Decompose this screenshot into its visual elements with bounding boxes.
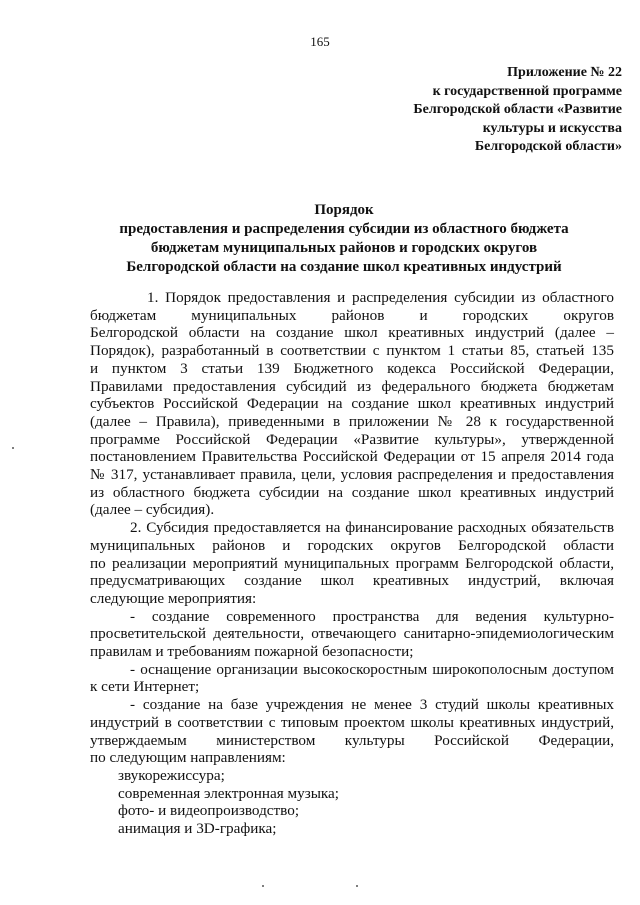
bullet-2-line: - оснащение организации высокоскоростным широкополосным доступом: [130, 660, 614, 678]
bullet-3-line: утверждаемым министерством культуры Российской Федерации,: [90, 731, 614, 749]
direction-item: звукорежиссура;: [118, 766, 225, 784]
scan-speck: [12, 447, 14, 449]
paragraph-2-line: муниципальных районов и городских округов Белгородской области: [90, 536, 614, 554]
title-line: предоставления и распределения субсидии из областного бюджета: [119, 221, 569, 237]
paragraph-2-line: предусматривающих создание школ креативных индустрий, включая: [90, 572, 614, 590]
paragraph-1-line: Белгородской области на создание школ креативных индустрий (далее –: [90, 324, 614, 342]
paragraph-1-line: 1. Порядок предоставления и распределения субсидии из областного: [147, 289, 614, 306]
paragraph-2-line: следующие мероприятия:: [90, 589, 257, 607]
scan-speck: [356, 885, 358, 887]
scan-speck: [262, 885, 264, 887]
paragraph-1-line: № 317, устанавливает правила, цели, условия распределения и предоставления: [90, 466, 614, 484]
bullet-3-line: индустрий в соответствии с типовым проектом школы креативных индустрий,: [90, 713, 614, 731]
appendix-line: Белгородской области «Развитие: [413, 102, 622, 117]
paragraph-1-line: Правилами предоставления субсидий из федерального бюджета бюджетам: [90, 377, 614, 395]
appendix-header: [392, 64, 622, 157]
appendix-line: культуры и искусства: [482, 120, 622, 136]
appendix-line: Приложение № 22: [507, 65, 622, 80]
direction-item: современная электронная музыка;: [118, 784, 340, 802]
paragraph-1-line: (далее – субсидия).: [90, 501, 215, 519]
title-line: бюджетам муниципальных районов и городских округов: [150, 240, 538, 256]
bullet-3-line: - создание на базе учреждения не менее 3 студий школы креативных: [130, 696, 614, 714]
paragraph-1-line: постановлением Правительства Российской Федерации от 15 апреля 2014 года: [90, 448, 614, 466]
bullet-1-line: - создание современного пространства для ведения культурно-: [130, 607, 614, 625]
title-heading: Порядок: [314, 202, 374, 218]
appendix-line: к государственной программе: [432, 83, 622, 99]
paragraph-2-line: 2. Субсидия предоставляется на финансирование расходных обязательств: [130, 519, 614, 537]
paragraph-1-line: и пунктом 3 статьи 139 Бюджетного кодекса Российской Федерации,: [90, 359, 614, 377]
title-line: Белгородской области на создание школ креативных индустрий: [126, 259, 562, 275]
page-number: 165: [310, 34, 330, 49]
paragraph-1-line: (далее – Правила), приведенными в приложении № 28 к государственной: [90, 412, 614, 430]
direction-item: фото- и видеопроизводство;: [118, 802, 300, 820]
paragraph-1-line: из областного бюджета субсидии на создание школ креативных индустрий: [90, 483, 614, 501]
direction-item: анимация и 3D-графика;: [118, 820, 277, 838]
paragraph-1-line: бюджетам муниципальных районов и городских округов: [90, 306, 614, 324]
document-title: [84, 201, 604, 277]
appendix-line: Белгородской области»: [474, 139, 622, 154]
bullet-1-line: правилам и требованиям пожарной безопасности;: [90, 643, 414, 661]
paragraph-1-line: субъектов Российской Федерации на создание школ креативных индустрий: [90, 395, 614, 413]
bullet-1-line: просветительской деятельности, отвечающего санитарно-эпидемиологическим: [90, 625, 614, 643]
paragraph-2-line: по реализации мероприятий муниципальных программ Белгородской области,: [90, 554, 614, 572]
document-body: [90, 289, 614, 838]
paragraph-1-line: программе Российской Федерации «Развитие культуры», утвержденной: [90, 430, 614, 448]
bullet-3-line: по следующим направлениям:: [90, 749, 286, 767]
paragraph-1-line: Порядок), разработанный в соответствии с пунктом 1 статьи 85, статьей 135: [90, 342, 614, 360]
bullet-2-line: к сети Интернет;: [90, 678, 200, 696]
